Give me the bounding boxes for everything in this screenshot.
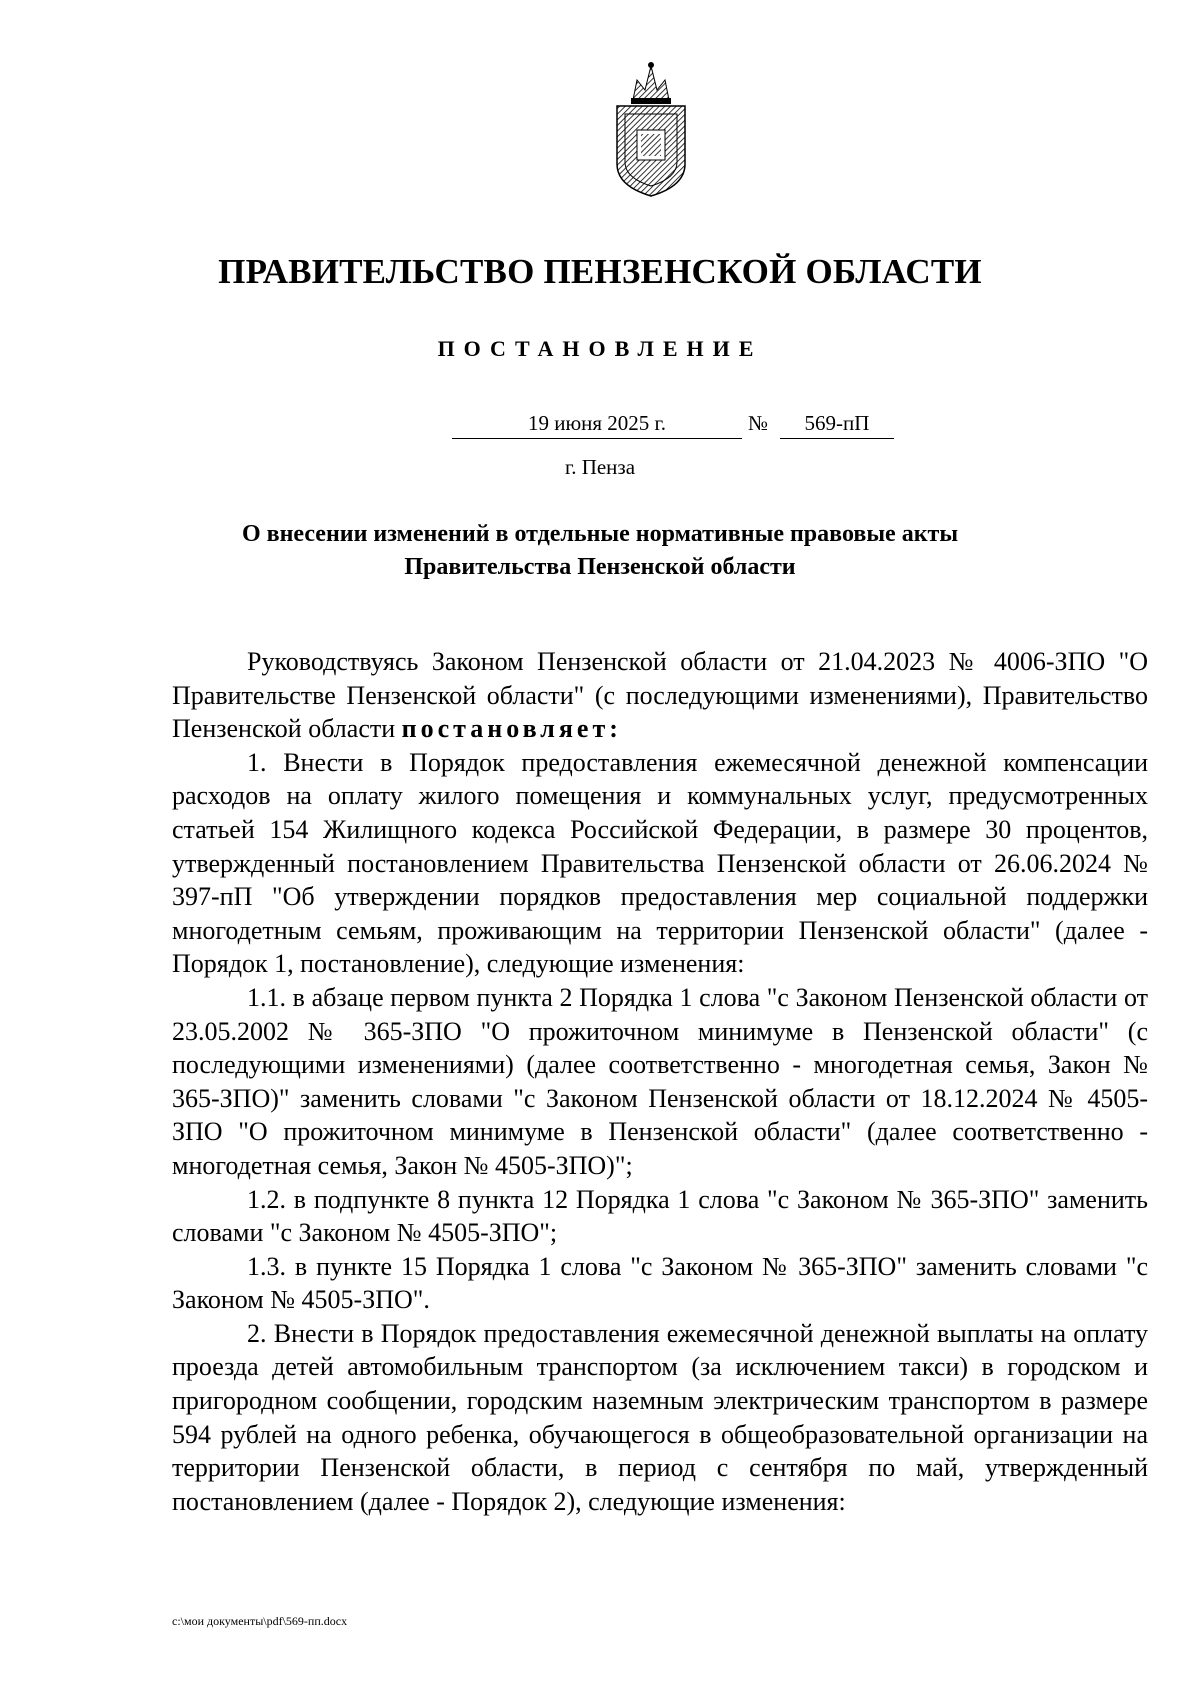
document-body (172, 645, 1148, 1518)
heading-line-2: Правительства Пензенской области (404, 554, 796, 580)
organization-name: ПРАВИТЕЛЬСТВО ПЕНЗЕНСКОЙ ОБЛАСТИ (218, 252, 982, 291)
heading-line-1: О внесении изменений в отдельные нормативные правовые акты (241, 521, 959, 547)
document-date: 19 июня 2025 г. (452, 410, 742, 439)
paragraph-1-1: 1.1. в абзаце первом пункта 2 Порядка 1 слова "с Законом Пензенской области от 23.05.2002 № 365-ЗПО "О прожиточном минимуме в Пензенской области" (с последующими изменениями) (далее соответственно - многодетная семья, Закон № 365-ЗПО)" заменить словами "с Законом Пензенской области от 18.12.2024 № 4505-ЗПО "О прожиточном минимуме в Пензенской области" (далее соответственно - многодетная семья, Закон № 4505-ЗПО)"; (172, 982, 1148, 1180)
document-number: 569-пП (780, 410, 894, 439)
footer-file-path: c:\мои документы\pdf\569-пп.docx (172, 1614, 348, 1628)
paragraph-2: 2. Внести в Порядок предоставления ежемесячной денежной выплаты на оплату проезда детей автомобильным транспортом (за исключением такси) в городском и пригородном сообщении, городским наземным электрическим транспортом в размере 594 рублей на одного ребенка, обучающегося в общеобразовательной организации на территории Пензенской области, в период с сентября по май, утвержденный постановлением (далее - Порядок 2), следующие изменения: (172, 1318, 1148, 1516)
paragraph-1-2: 1.2. в подпункте 8 пункта 12 Порядка 1 слова "с Законом № 365-ЗПО" заменить словами "с Законом № 4505-ЗПО"; (172, 1184, 1148, 1248)
paragraph-1-3: 1.3. в пункте 15 Порядка 1 слова "с Законом № 365-ЗПО" заменить словами "с Законом № 4505-ЗПО". (172, 1251, 1148, 1315)
document-type: ПОСТАНОВЛЕНИЕ (437, 336, 763, 361)
document-city: г. Пенза (564, 455, 636, 479)
document-heading (0, 518, 1200, 584)
coat-of-arms-icon (603, 60, 699, 200)
paragraph-intro (172, 645, 1148, 746)
intro-text: Руководствуясь Законом Пензенской области от 21.04.2023 № 4006-ЗПО "О Правительстве Пензенской области" (с последующими изменениями), Правительство Пензенской области (172, 647, 1148, 744)
paragraph-1: 1. Внести в Порядок предоставления ежемесячной денежной компенсации расходов на оплату жилого помещения и коммунальных услуг, предусмотренных статьей 154 Жилищного кодекса Российской Федерации, в размере 30 процентов, утвержденный постановлением Правительства Пензенской области от 26.06.2024 № 397-пП "Об утверждении порядков предоставления мер социальной поддержки многодетным семьям, проживающим на территории Пензенской области" (далее - Порядок 1, постановление), следующие изменения: (172, 747, 1148, 979)
intro-verb: постановляет: (401, 714, 622, 744)
number-sign: № (747, 411, 769, 435)
